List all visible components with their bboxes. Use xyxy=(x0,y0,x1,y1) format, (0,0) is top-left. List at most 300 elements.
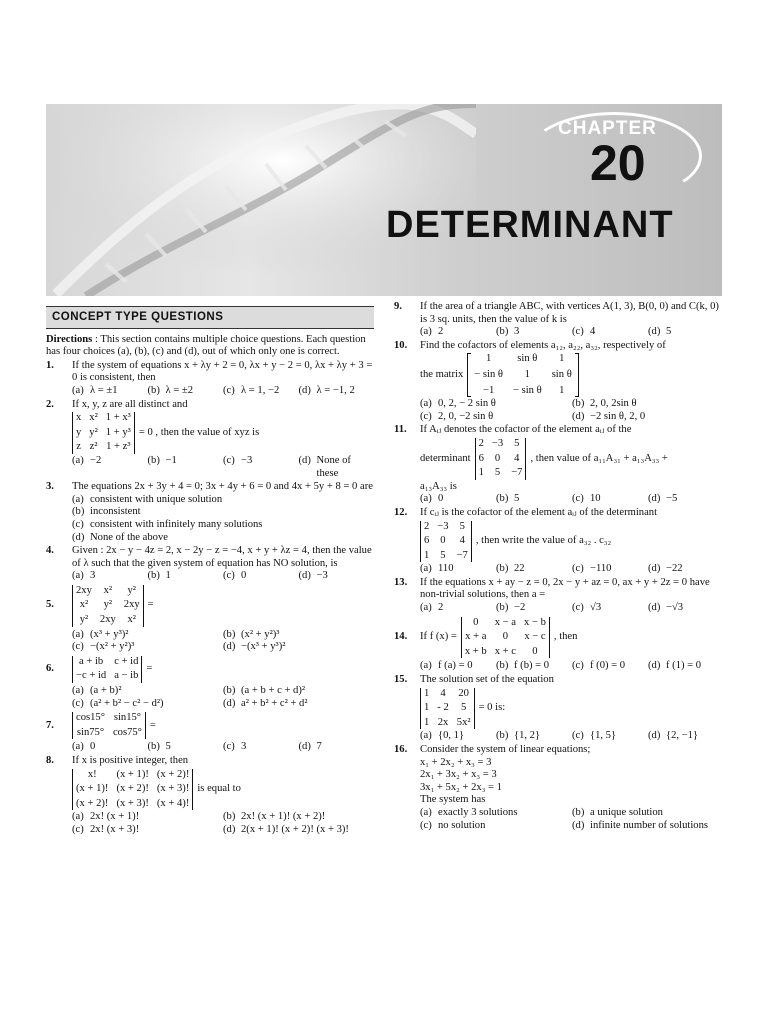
option-letter: (c) xyxy=(420,410,432,422)
option-letter: (d) xyxy=(223,641,236,653)
determinant xyxy=(72,412,135,454)
option-text: −3 xyxy=(316,570,328,582)
matrix-entry: 4 xyxy=(440,687,446,699)
option-letter: (d) xyxy=(298,454,311,466)
option-letter: (c) xyxy=(223,741,235,753)
option-text: consistent with unique solution xyxy=(90,493,223,505)
options xyxy=(420,326,724,339)
option-letter: (b) xyxy=(223,811,236,823)
question-text-before: determinant xyxy=(420,452,471,464)
options xyxy=(72,455,374,480)
option-text: no solution xyxy=(438,819,486,831)
options xyxy=(420,807,724,832)
option-letter: (a) xyxy=(72,454,84,466)
question-text: Consider the system of linear equations; xyxy=(420,744,591,755)
question-number: 16. xyxy=(394,744,408,755)
matrix-entry: 6 xyxy=(424,535,430,547)
option-text: 2(x + 1)! (x + 2)! (x + 3)! xyxy=(241,823,349,835)
option xyxy=(223,385,299,398)
option-letter: (b) xyxy=(147,570,160,582)
matrix-entry: c + id xyxy=(114,655,139,667)
matrix-entry: y² xyxy=(89,426,98,438)
matrix-entry: 1 xyxy=(424,702,430,714)
chapter-label: CHAPTER xyxy=(558,118,657,139)
question-number: 6. xyxy=(46,663,54,675)
option-text: f (b) = 0 xyxy=(514,660,550,672)
question-number: 15. xyxy=(394,674,408,686)
matrix-entry: 5 xyxy=(461,702,467,714)
option-text: (x³ + y³)² xyxy=(90,628,129,640)
option-letter: (c) xyxy=(572,326,584,338)
question-text-after: is equal to xyxy=(197,783,241,795)
option-text: λ = ±1 xyxy=(90,384,118,396)
option-letter: (b) xyxy=(572,398,585,410)
option-text: infinite number of solutions xyxy=(590,819,708,831)
option xyxy=(648,493,724,506)
option-letter: (d) xyxy=(648,326,661,338)
options xyxy=(420,563,724,576)
option xyxy=(72,455,148,480)
option-letter: (a) xyxy=(420,730,432,742)
option-letter: (c) xyxy=(72,641,84,653)
chapter-number: 20 xyxy=(590,135,646,191)
question-3 xyxy=(46,481,374,544)
option-letter: (a) xyxy=(420,326,432,338)
question-text-before: the matrix xyxy=(420,368,464,380)
option-text: 2 xyxy=(438,602,444,614)
question-number: 12. xyxy=(394,506,408,518)
matrix-entry: x! xyxy=(87,768,97,780)
option xyxy=(72,629,223,642)
option-letter: (d) xyxy=(223,823,236,835)
matrix-entry: x − b xyxy=(524,616,546,628)
option xyxy=(420,411,572,424)
option xyxy=(420,493,496,506)
question-text-after: = 0 , then the value of xyz is xyxy=(138,426,260,438)
option-text: consistent with infinitely many solutions xyxy=(90,518,263,530)
determinant xyxy=(420,521,472,563)
option-letter: (d) xyxy=(572,410,585,422)
question-text-tail: a₁₃A₃₃ is xyxy=(420,480,457,492)
option xyxy=(496,563,572,576)
determinant xyxy=(72,769,193,811)
option xyxy=(572,563,648,576)
option-text: 5 xyxy=(514,493,520,505)
determinant xyxy=(420,688,475,730)
matrix-entry: 0 xyxy=(440,535,446,547)
option xyxy=(299,741,375,754)
option-letter: (c) xyxy=(223,454,235,466)
equation-line: 2x₁ + 3x₂ + x₃ = 3 xyxy=(420,769,497,781)
option-letter: (b) xyxy=(496,602,509,614)
option xyxy=(72,685,223,698)
option-text: {1, 5} xyxy=(590,730,617,742)
question-text-after: = 0 is: xyxy=(478,702,506,714)
matrix-entry: x² xyxy=(79,599,89,611)
option-letter: (d) xyxy=(648,493,661,505)
option-text: 0 xyxy=(90,741,96,753)
matrix-entry: (x + 1)! xyxy=(76,783,109,795)
option xyxy=(223,811,374,824)
option-text: 3 xyxy=(514,326,520,338)
option xyxy=(148,570,224,583)
matrix-entry: y² xyxy=(79,614,89,626)
option-text: f (1) = 0 xyxy=(666,660,702,672)
option xyxy=(420,563,496,576)
option-letter: (d) xyxy=(648,730,661,742)
option-letter: (a) xyxy=(420,660,432,672)
option-letter: (a) xyxy=(420,602,432,614)
option-text: 0, 2, − 2 sin θ xyxy=(438,398,496,410)
option xyxy=(572,493,648,506)
question-9 xyxy=(394,301,724,339)
question-10 xyxy=(394,340,724,424)
determinant xyxy=(72,585,144,627)
option xyxy=(572,820,724,833)
question-text-after: = xyxy=(149,719,156,731)
option-letter: (d) xyxy=(648,563,661,575)
options xyxy=(420,398,724,423)
options xyxy=(72,741,374,754)
question-number: 5. xyxy=(46,599,54,611)
option-text: −(x³ + y³)² xyxy=(241,641,286,653)
matrix-entry: 5 xyxy=(459,520,465,532)
options xyxy=(72,811,374,836)
option xyxy=(72,385,148,398)
question-text: If x is positive integer, then xyxy=(72,755,189,766)
matrix-entry: 2 xyxy=(478,437,484,449)
question-number: 3. xyxy=(46,481,54,493)
matrix-entry: 0 xyxy=(494,452,501,464)
matrix-entry: 5x² xyxy=(456,716,471,728)
option xyxy=(572,660,648,673)
option xyxy=(148,385,224,398)
option-letter: (b) xyxy=(223,685,236,697)
matrix-entry: 2xy xyxy=(123,599,140,611)
option-letter: (b) xyxy=(496,730,509,742)
matrix-entry: −1 xyxy=(482,384,495,396)
option-text: 0 xyxy=(241,570,247,582)
option xyxy=(648,602,724,615)
option-letter: (c) xyxy=(72,697,84,709)
option xyxy=(223,570,299,583)
option-letter: (c) xyxy=(420,819,432,831)
option xyxy=(496,730,572,743)
matrix-entry: x + a xyxy=(465,631,487,643)
option xyxy=(223,698,374,711)
option xyxy=(72,532,374,545)
question-11 xyxy=(394,424,724,506)
question-text: If the equations x + ay − z = 0, 2x − y + az = 0, ax + y + 2z = 0 have non-trivial solutions, then a = xyxy=(420,576,710,601)
option xyxy=(420,807,572,820)
option xyxy=(496,493,572,506)
question-number: 4. xyxy=(46,545,54,557)
option-text: √3 xyxy=(590,602,602,614)
question-text-after: = xyxy=(147,599,154,611)
matrix-entry: x − a xyxy=(494,616,517,628)
matrix-entry: (x + 1)! xyxy=(116,768,149,780)
option-text: 2x! (x + 3)! xyxy=(90,823,140,835)
question-number: 9. xyxy=(394,301,402,312)
question-number: 1. xyxy=(46,359,54,371)
determinant xyxy=(475,438,527,480)
question-text-tail: The system has xyxy=(420,794,486,806)
question-number: 14. xyxy=(394,631,408,643)
option xyxy=(572,730,648,743)
directions-text: : This section contains multiple choice questions. Each question has four choices (a), (b), (c) and (d), out of which only one is correct. xyxy=(46,333,366,358)
option-letter: (a) xyxy=(72,384,84,396)
option-letter: (a) xyxy=(420,806,432,818)
matrix-entry: (x + 3)! xyxy=(156,783,190,795)
matrix-entry: 1 xyxy=(424,549,430,561)
option-text: λ = ±2 xyxy=(165,384,194,396)
option xyxy=(148,455,224,480)
question-text: If the area of a triangle ABC, with vertices A(1, 3), B(0, 0) and C(k, 0) is 3 sq. units, then the value of k is xyxy=(420,301,719,325)
question-6-options xyxy=(46,685,374,710)
option xyxy=(148,741,224,754)
matrix-entry: sin θ xyxy=(551,368,572,380)
matrix-entry: 0 xyxy=(532,645,538,657)
matrix-entry: 0 xyxy=(473,616,479,628)
option-text: 10 xyxy=(590,493,601,505)
option-text: f (a) = 0 xyxy=(438,660,473,672)
option-text: 3 xyxy=(90,570,96,582)
option-text: (x² + y²)³ xyxy=(241,628,280,640)
matrix-entry: 1 xyxy=(424,687,430,699)
dna-helix-illustration xyxy=(46,104,476,296)
matrix-entry: (x + 2)! xyxy=(156,768,190,780)
option-letter: (d) xyxy=(572,819,585,831)
option xyxy=(648,563,724,576)
option xyxy=(648,730,724,743)
matrix-entry: sin75° xyxy=(76,726,105,738)
option xyxy=(299,385,375,398)
option-letter: (c) xyxy=(572,660,584,672)
option-text: −3 xyxy=(241,454,253,466)
option-letter: (c) xyxy=(72,518,84,530)
option-letter: (d) xyxy=(72,531,85,543)
option xyxy=(223,455,299,480)
option xyxy=(299,570,375,583)
option xyxy=(72,570,148,583)
option-text: −√3 xyxy=(666,602,684,614)
question-text-before: If f (x) = xyxy=(420,631,457,643)
question-5-options xyxy=(46,629,374,654)
chapter-title: DETERMINANT xyxy=(386,204,674,246)
matrix-entry: 20 xyxy=(458,687,469,699)
option-letter: (b) xyxy=(496,563,509,575)
matrix-entry: - 2 xyxy=(437,702,449,714)
option-letter: (c) xyxy=(223,384,235,396)
matrix-entry: z xyxy=(76,441,81,453)
matrix-entry: 1 + x³ xyxy=(105,412,131,424)
question-number: 7. xyxy=(46,719,54,731)
option xyxy=(72,494,374,507)
matrix-entry: − sin θ xyxy=(512,384,542,396)
option xyxy=(223,685,374,698)
matrix-entry: x² xyxy=(103,584,113,596)
option-text: exactly 3 solutions xyxy=(438,806,518,818)
option xyxy=(223,824,374,837)
option-text: (a + b + c + d)² xyxy=(241,685,306,697)
option-text: 110 xyxy=(438,563,454,575)
option-text: None of the above xyxy=(90,531,168,543)
question-16 xyxy=(394,744,724,832)
question-text-after: , then value of a₁₁A₃₁ + a₁₃A₃₃ + xyxy=(530,452,668,464)
option-text: {2, −1} xyxy=(666,730,699,742)
option-text: 2x! (x + 1)! xyxy=(90,811,140,823)
question-text: If Aᵢⱼ denotes the cofactor of the element aᵢⱼ of the xyxy=(420,424,632,436)
directions-label: Directions xyxy=(46,333,93,345)
matrix-entry: −7 xyxy=(511,467,523,479)
option-letter: (c) xyxy=(223,570,235,582)
question-5 xyxy=(46,584,374,628)
question-text-after: , then write the value of a₃₂ . c₃₂ xyxy=(475,535,612,547)
matrix-entry: 5 xyxy=(514,437,520,449)
option xyxy=(496,660,572,673)
option-text: 22 xyxy=(514,563,525,575)
option-letter: (a) xyxy=(420,398,432,410)
question-13 xyxy=(394,577,724,615)
question-number: 10. xyxy=(394,339,408,351)
option xyxy=(72,824,223,837)
matrix-entry: a + ib xyxy=(78,655,104,667)
question-text: If cᵢⱼ is the cofactor of the element aᵢⱼ of the determinant xyxy=(420,506,658,518)
matrix-entry: 4 xyxy=(459,535,465,547)
option-letter: (b) xyxy=(147,384,160,396)
matrix-entry: −3 xyxy=(491,437,504,449)
section-heading: CONCEPT TYPE QUESTIONS xyxy=(46,306,374,329)
option-letter: (c) xyxy=(572,730,584,742)
option xyxy=(72,698,223,711)
option xyxy=(572,411,724,424)
question-number: 2. xyxy=(46,398,54,410)
option xyxy=(420,660,496,673)
option-text: 4 xyxy=(590,326,596,338)
option-text: a² + b² + c² + d² xyxy=(241,697,308,709)
option xyxy=(420,730,496,743)
option-text: λ = −1, 2 xyxy=(316,384,355,396)
matrix-entry: 2xy xyxy=(99,614,116,626)
matrix-entry: x + b xyxy=(464,645,487,657)
option-letter: (b) xyxy=(147,741,160,753)
matrix-entry: 0 xyxy=(502,631,509,643)
matrix-entry: (x + 4)! xyxy=(156,797,190,809)
option-letter: (a) xyxy=(72,493,84,505)
option xyxy=(572,807,724,820)
matrix-entry: (x + 2)! xyxy=(116,783,149,795)
matrix-entry: x xyxy=(76,412,82,424)
matrix-entry: 1 + y³ xyxy=(105,426,131,438)
option xyxy=(496,326,572,339)
option xyxy=(420,602,496,615)
option-text: 2x! (x + 1)! (x + 2)! xyxy=(241,811,326,823)
matrix-entry: y xyxy=(76,426,82,438)
option-letter: (b) xyxy=(572,806,585,818)
question-7-options xyxy=(46,741,374,754)
equation-line: 3x₁ + 5x₂ + 2x₃ = 1 xyxy=(420,781,502,793)
question-text: If x, y, z are all distinct and xyxy=(72,398,188,410)
option-text: {1, 2} xyxy=(514,730,541,742)
question-7 xyxy=(46,711,374,740)
option-letter: (c) xyxy=(572,602,584,614)
option xyxy=(496,602,572,615)
option-letter: (c) xyxy=(572,493,584,505)
option xyxy=(420,820,572,833)
option-text: 7 xyxy=(316,741,322,753)
option xyxy=(223,629,374,642)
option-letter: (a) xyxy=(420,493,432,505)
matrix-entry: − sin θ xyxy=(474,368,503,380)
question-number: 11. xyxy=(394,424,407,436)
matrix-entry: x² xyxy=(89,412,98,424)
option xyxy=(420,326,496,339)
matrix-entry: 1 xyxy=(424,716,430,728)
option xyxy=(648,326,724,339)
option-text: 2, 0, −2 sin θ xyxy=(438,410,494,422)
option-letter: (a) xyxy=(72,741,84,753)
option-text: None of these xyxy=(316,454,351,479)
matrix-entry: 1 + z³ xyxy=(106,441,131,453)
matrix-entry: z² xyxy=(89,441,98,453)
matrix-entry: 2 xyxy=(424,520,430,532)
question-text: Given : 2x − y − 4z = 2, x − 2y − z = −4, x + y + λz = 4, then the value of λ such that the given system of equation has NO solution, is xyxy=(72,545,372,569)
option-text: f (0) = 0 xyxy=(590,660,626,672)
matrix-entry: 6 xyxy=(478,452,484,464)
matrix-entry: y² xyxy=(103,599,113,611)
matrix-entry: (x + 2)! xyxy=(76,797,109,809)
matrix xyxy=(467,353,579,397)
option-letter: (b) xyxy=(496,326,509,338)
option-text: −2 sin θ, 2, 0 xyxy=(590,410,646,422)
option-text: 5 xyxy=(165,741,171,753)
question-1 xyxy=(46,360,374,398)
option-text: inconsistent xyxy=(90,506,141,518)
options xyxy=(420,493,724,506)
option-text: {0, 1} xyxy=(438,730,465,742)
option xyxy=(420,398,572,411)
option-letter: (c) xyxy=(572,563,584,575)
option-text: −2 xyxy=(514,602,526,614)
matrix-entry: a − ib xyxy=(114,670,139,682)
option-letter: (d) xyxy=(223,697,236,709)
option-letter: (b) xyxy=(72,506,85,518)
option-text: 1 xyxy=(165,570,171,582)
option-text: (a + b)² xyxy=(90,685,122,697)
option-text: 2 xyxy=(438,326,444,338)
left-column xyxy=(46,300,374,837)
matrix-entry: 1 xyxy=(478,467,484,479)
option-letter: (b) xyxy=(147,454,160,466)
question-text: If the system of equations x + λy + 2 = 0, λx + y − 2 = 0, λx + λy + 3 = 0 is consistent, then xyxy=(72,359,373,384)
option-text: −22 xyxy=(666,563,683,575)
option-letter: (d) xyxy=(648,660,661,672)
matrix-entry: 2x xyxy=(437,716,449,728)
options xyxy=(72,385,374,398)
option-letter: (d) xyxy=(298,570,311,582)
option xyxy=(223,641,374,654)
option-text: −(x² + y²)³ xyxy=(90,641,135,653)
option-letter: (c) xyxy=(72,823,84,835)
matrix-entry: sin θ xyxy=(517,353,538,365)
matrix-entry: cos75° xyxy=(112,726,142,738)
option xyxy=(72,519,374,532)
question-text: The solution set of the equation xyxy=(420,674,554,686)
option-text: (a² + b² − c² − d²) xyxy=(90,697,164,709)
option-letter: (d) xyxy=(298,741,311,753)
determinant xyxy=(72,712,146,739)
matrix-entry: x − c xyxy=(524,631,546,643)
